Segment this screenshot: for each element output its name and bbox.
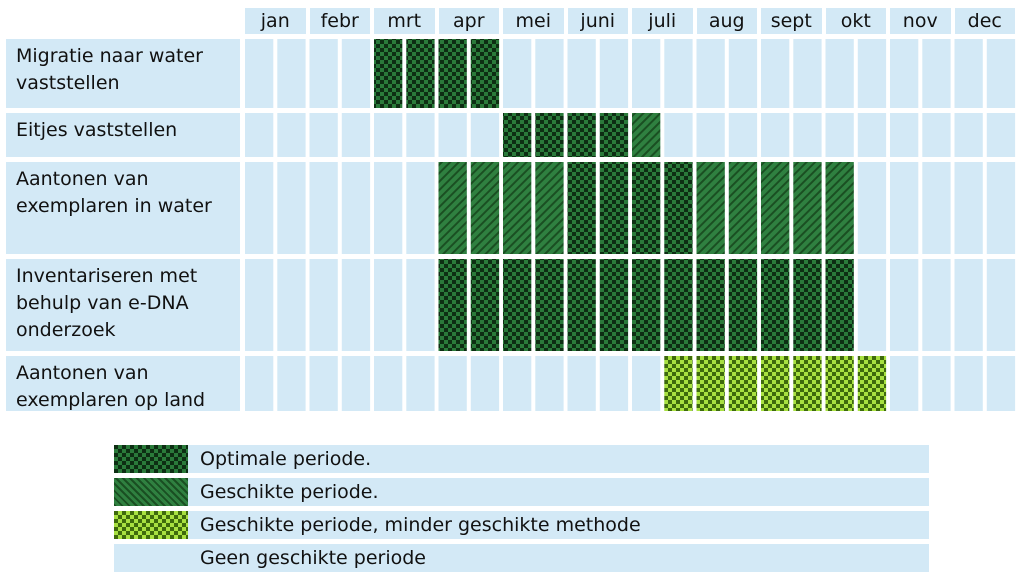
grid-cell [987,162,1015,254]
grid-cell [955,113,983,157]
grid-cell [568,39,596,108]
period-cell-optimaal [761,259,789,351]
grid-cell [664,113,692,157]
period-cell-optimaal [568,162,596,254]
month-header-febr: febr [310,8,371,34]
period-cell-optimaal [535,259,563,351]
grid-cell [277,162,305,254]
grid-cell [600,39,628,108]
row-label: Inventariseren met behulp van e-DNA onderzoek [6,259,240,351]
row-label: Migratie naar water vaststellen [6,39,240,108]
grid-cell [535,356,563,411]
grid-cell [406,162,434,254]
grid-cell [987,39,1015,108]
legend-label: Geen geschikte periode [200,547,426,569]
period-cell-optimaal [729,259,757,351]
grid-cell [600,356,628,411]
grid-cell [342,113,370,157]
grid-cell [245,162,273,254]
grid-cell [277,39,305,108]
period-cell-geschikt [793,162,821,254]
period-cell-optimaal [826,259,854,351]
grid-cell [310,259,338,351]
month-header-apr: apr [439,8,500,34]
grid-cell [697,39,725,108]
grid-cell [277,113,305,157]
month-header-juli: juli [632,8,693,34]
period-cell-geschikt [632,113,660,157]
period-cell-minder [664,356,692,411]
grid-cell [826,39,854,108]
month-header-nov: nov [890,8,951,34]
grid-cell [342,356,370,411]
period-cell-minder [793,356,821,411]
period-cell-optimaal [600,162,628,254]
grid-cell [277,356,305,411]
period-cell-optimaal [503,259,531,351]
grid-cell [471,356,499,411]
grid-cell [664,39,692,108]
grid-cell [374,356,402,411]
grid-cell [922,259,950,351]
period-cell-optimaal [439,39,467,108]
period-cell-optimaal [503,113,531,157]
period-cell-optimaal [471,259,499,351]
period-cell-optimaal [793,259,821,351]
period-cell-geschikt [471,162,499,254]
grid-cell [858,39,886,108]
period-cell-optimaal [471,39,499,108]
grid-cell [310,162,338,254]
grid-cell [955,259,983,351]
month-header-mei: mei [503,8,564,34]
grid-cell [245,113,273,157]
grid-cell [793,113,821,157]
grid-cell [310,356,338,411]
month-header-sept: sept [761,8,822,34]
grid-cell [793,39,821,108]
period-cell-minder [729,356,757,411]
grid-cell [890,356,918,411]
grid-cell [342,162,370,254]
grid-cell [955,356,983,411]
legend-label: Optimale periode. [200,448,372,470]
month-header-aug: aug [697,8,758,34]
row-label: Aantonen van exemplaren in water [6,162,240,254]
month-header-dec: dec [955,8,1016,34]
grid-cell [761,113,789,157]
grid-cell [632,356,660,411]
period-cell-optimaal [406,39,434,108]
grid-cell [245,39,273,108]
grid-cell [858,259,886,351]
grid-cell [729,39,757,108]
grid-cell [310,39,338,108]
legend-label: Geschikte periode, minder geschikte methode [200,514,641,536]
grid-cell [245,259,273,351]
grid-cell [826,113,854,157]
period-cell-optimaal [664,162,692,254]
row-label: Aantonen van exemplaren op land [6,356,240,411]
grid-cell [374,162,402,254]
period-cell-minder [826,356,854,411]
grid-cell [890,259,918,351]
grid-cell [439,113,467,157]
period-cell-geschikt [697,162,725,254]
grid-cell [922,113,950,157]
legend-swatch-optimaal [114,445,188,473]
grid-cell [406,113,434,157]
period-cell-geschikt [729,162,757,254]
period-cell-optimaal [535,113,563,157]
grid-cell [922,39,950,108]
period-cell-optimaal [632,162,660,254]
legend-label: Geschikte periode. [200,481,379,503]
grid-cell [890,39,918,108]
period-cell-optimaal [439,259,467,351]
grid-cell [568,356,596,411]
grid-cell [987,113,1015,157]
period-cell-optimaal [632,259,660,351]
month-header-jan: jan [245,8,306,34]
period-cell-geschikt [503,162,531,254]
grid-cell [374,259,402,351]
month-header-juni: juni [568,8,629,34]
grid-cell [471,113,499,157]
grid-cell [761,39,789,108]
grid-cell [955,162,983,254]
period-cell-optimaal [600,113,628,157]
period-cell-minder [697,356,725,411]
grid-cell [245,356,273,411]
month-header-mrt: mrt [374,8,435,34]
period-cell-optimaal [568,113,596,157]
period-cell-geschikt [535,162,563,254]
grid-cell [406,356,434,411]
grid-cell [922,162,950,254]
grid-cell [342,259,370,351]
period-cell-geschikt [761,162,789,254]
period-cell-optimaal [568,259,596,351]
grid-cell [955,39,983,108]
grid-cell [503,356,531,411]
grid-cell [987,259,1015,351]
grid-cell [890,113,918,157]
period-cell-optimaal [664,259,692,351]
grid-cell [310,113,338,157]
grid-cell [632,39,660,108]
period-cell-minder [761,356,789,411]
grid-cell [439,356,467,411]
period-cell-optimaal [600,259,628,351]
grid-cell [987,356,1015,411]
grid-cell [922,356,950,411]
grid-cell [697,113,725,157]
grid-cell [858,162,886,254]
legend-swatch-minder [114,511,188,539]
grid-cell [406,259,434,351]
period-cell-geschikt [439,162,467,254]
grid-cell [342,39,370,108]
grid-cell [535,39,563,108]
period-cell-optimaal [697,259,725,351]
month-header-okt: okt [826,8,887,34]
grid-cell [890,162,918,254]
grid-cell [729,113,757,157]
grid-cell [277,259,305,351]
grid-cell [858,113,886,157]
period-cell-optimaal [374,39,402,108]
grid-cell [374,113,402,157]
grid-cell [503,39,531,108]
period-cell-minder [858,356,886,411]
period-cell-geschikt [826,162,854,254]
legend-swatch-geschikt [114,478,188,506]
row-label: Eitjes vaststellen [6,113,240,157]
